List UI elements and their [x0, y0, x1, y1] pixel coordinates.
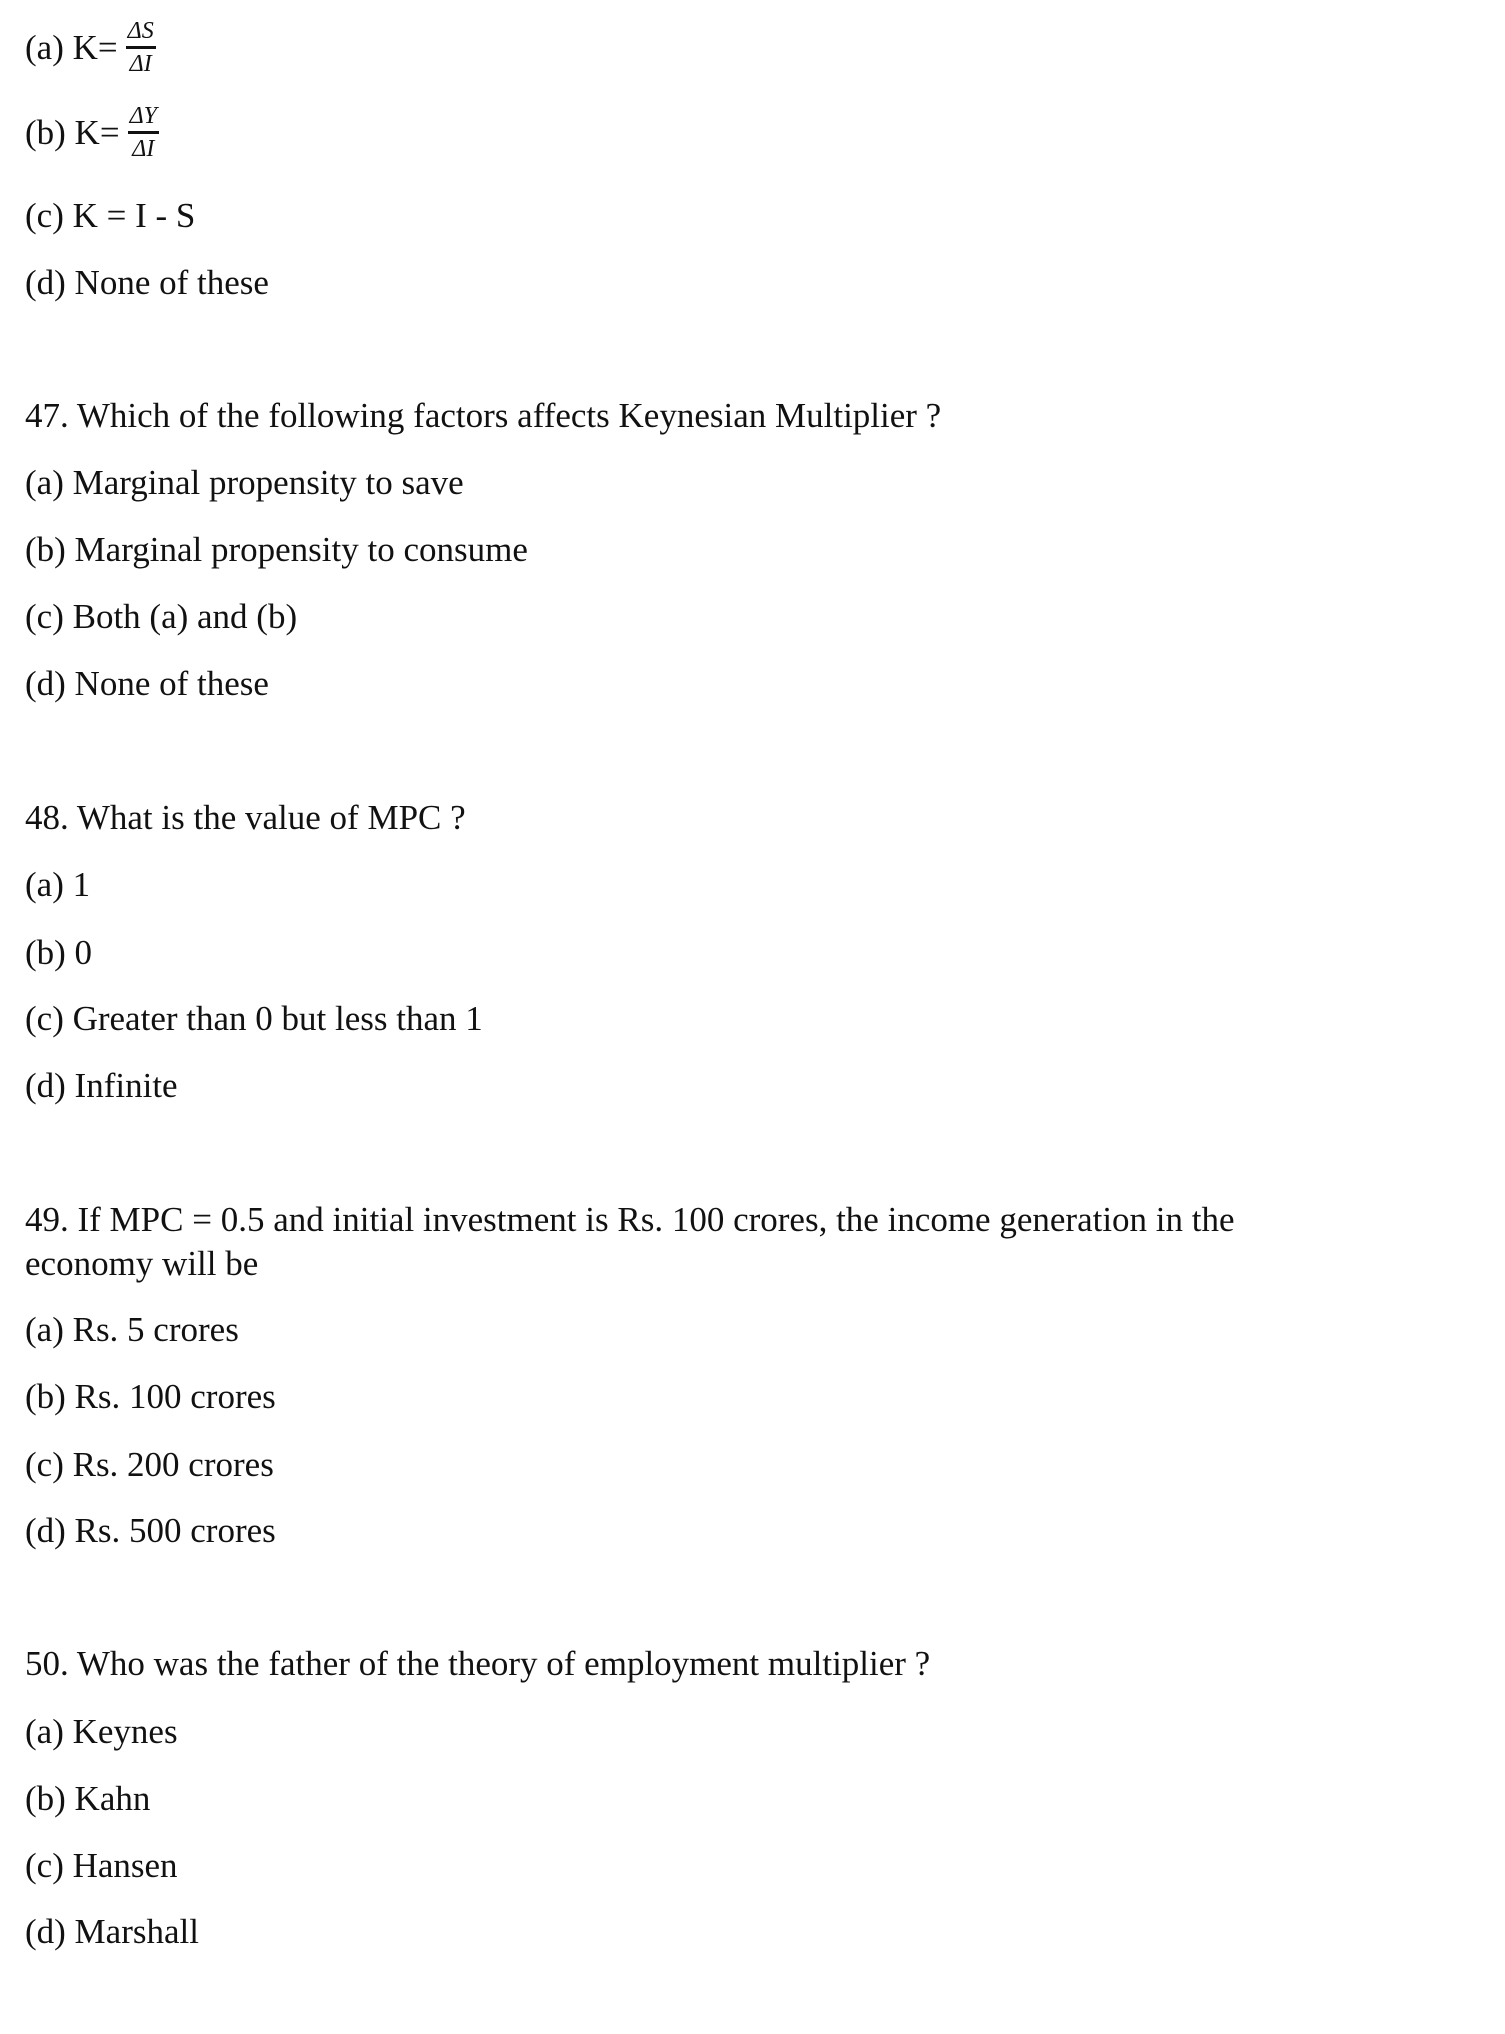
q50-question: 50. Who was the father of the theory of employment multiplier ?: [25, 1644, 931, 1683]
q47-question: 47. Which of the following factors affects Keynesian Multiplier ?: [25, 396, 942, 435]
q48-option-a: (a) 1: [25, 865, 91, 904]
q47-option-c: (c) Both (a) and (b): [25, 597, 298, 636]
q46-option-b: [25, 103, 159, 162]
q46-option-c: (c) K = I - S: [25, 196, 196, 235]
fraction: [126, 18, 156, 77]
fraction: [128, 103, 159, 162]
q47-option-b: (b) Marginal propensity to consume: [25, 530, 528, 569]
q48-option-b: (b) 0: [25, 933, 93, 972]
q50-option-d: (d) Marshall: [25, 1912, 199, 1951]
q50-option-a: (a) Keynes: [25, 1712, 178, 1751]
denominator: ΔI: [132, 136, 155, 162]
option-prefix: (a) K=: [25, 27, 118, 67]
q50-option-c: (c) Hansen: [25, 1846, 178, 1885]
q49-option-a: (a) Rs. 5 crores: [25, 1310, 239, 1349]
q46-option-d: (d) None of these: [25, 263, 269, 302]
q49-question-line2: economy will be: [25, 1244, 259, 1283]
q48-question: 48. What is the value of MPC ?: [25, 798, 466, 837]
q49-question-line1: 49. If MPC = 0.5 and initial investment is Rs. 100 crores, the income generation in the: [25, 1200, 1235, 1239]
q48-option-c: (c) Greater than 0 but less than 1: [25, 999, 483, 1038]
q47-option-d: (d) None of these: [25, 664, 269, 703]
denominator: ΔI: [129, 51, 152, 77]
q49-option-d: (d) Rs. 500 crores: [25, 1511, 276, 1550]
numerator: ΔY: [128, 103, 159, 134]
option-prefix: (b) K=: [25, 112, 120, 152]
q50-option-b: (b) Kahn: [25, 1779, 151, 1818]
q49-option-b: (b) Rs. 100 crores: [25, 1377, 276, 1416]
q47-option-a: (a) Marginal propensity to save: [25, 463, 464, 502]
numerator: ΔS: [126, 18, 156, 49]
q48-option-d: (d) Infinite: [25, 1066, 178, 1105]
q46-option-a: [25, 18, 156, 77]
q49-option-c: (c) Rs. 200 crores: [25, 1445, 274, 1484]
